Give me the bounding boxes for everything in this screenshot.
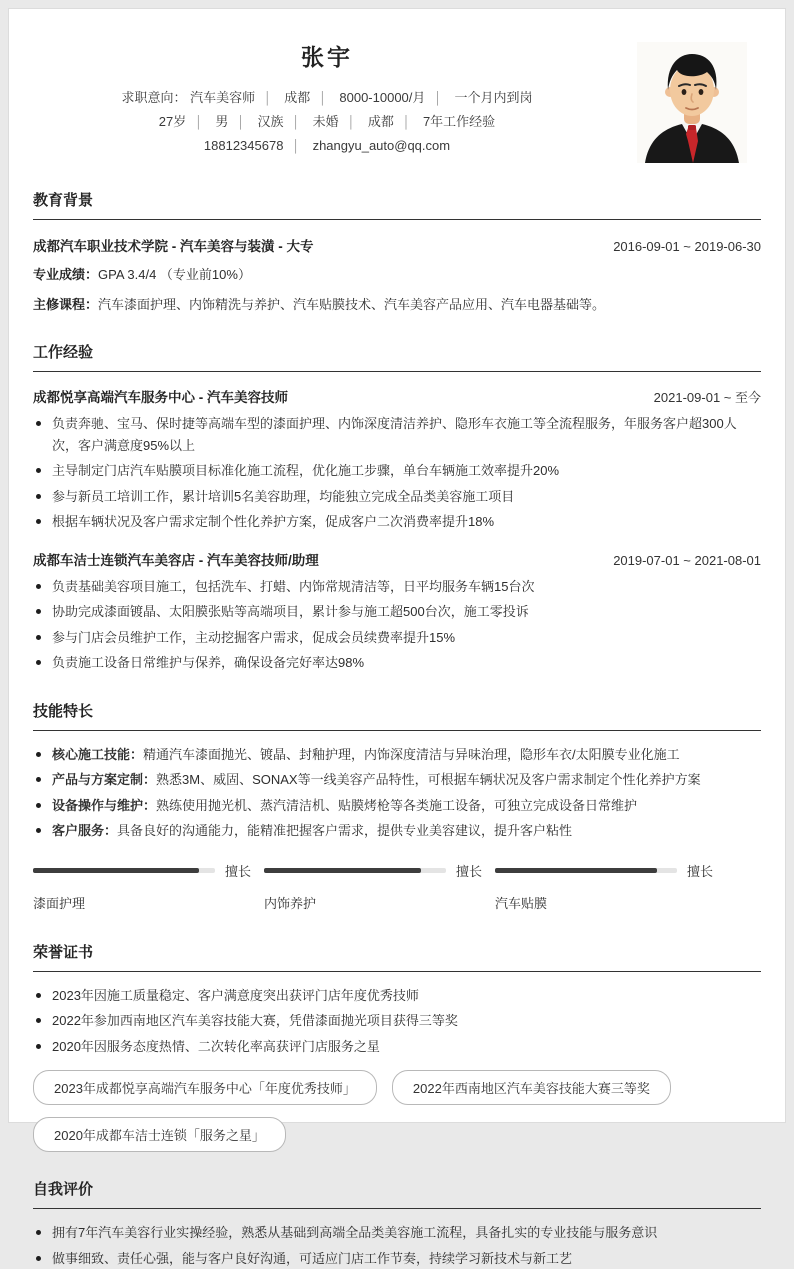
section-honors [33, 941, 761, 1153]
bullet-dot [36, 777, 41, 782]
job-bullet [33, 511, 761, 533]
honor-bullet [33, 1036, 761, 1058]
intent-position: 汽车美容师 [190, 90, 255, 105]
separator: │ [348, 115, 356, 129]
skill-bar-fill [495, 868, 657, 873]
ethnicity: 汉族 [258, 114, 284, 129]
separator: │ [403, 115, 411, 129]
skill-bullet [33, 820, 761, 842]
age: 27岁 [159, 114, 186, 129]
skill-bar-name: 内饰养护 [264, 893, 482, 912]
skill-bars [33, 861, 761, 912]
education-entry [33, 235, 761, 255]
job-bullet [33, 627, 761, 649]
bullet-dot [36, 468, 41, 473]
skills-bullet-list [33, 744, 761, 842]
certificate-badge: 2020年成都车洁士连锁「服务之星」 [33, 1117, 286, 1152]
job-bullet-text: 主导制定门店汽车贴膜项目标准化施工流程，优化施工步骤，单台车辆施工效率提升20% [52, 463, 559, 478]
profile-photo [637, 42, 747, 163]
bullet-dot [36, 609, 41, 614]
school-degree-line: 成都汽车职业技术学院 - 汽车美容与装潢 - 大专 [33, 235, 314, 255]
bullet-dot [36, 519, 41, 524]
honor-bullet-text: 2022年参加西南地区汽车美容技能大赛，凭借漆面抛光项目获得三等奖 [52, 1013, 458, 1028]
section-self-evaluation [33, 1178, 761, 1269]
honor-bullet-text: 2023年因施工质量稳定、客户满意度突出获评门店年度优秀技师 [52, 988, 419, 1003]
job-bullet [33, 460, 761, 482]
separator: │ [292, 139, 300, 153]
skill-label: 产品与方案定制： [52, 772, 156, 787]
section-education [33, 189, 761, 315]
bullet-dot [36, 1018, 41, 1023]
work-experience-title: 工作经验 [33, 341, 761, 372]
separator: │ [264, 91, 272, 105]
certificate-badge: 2022年西南地区汽车美容技能大赛三等奖 [392, 1070, 671, 1105]
honors-title: 荣誉证书 [33, 941, 761, 972]
skills-title: 技能特长 [33, 700, 761, 731]
job-bullet-text: 根据车辆状况及客户需求定制个性化养护方案，促成客户二次消费率提升18% [52, 514, 494, 529]
marital-status: 未婚 [313, 114, 339, 129]
contact-line [33, 134, 621, 158]
job-bullet-text: 负责奔驰、宝马、保时捷等高端车型的漆面护理、内饰深度清洁养护、隐形车衣施工等全流程服务，年服务客户超300人次，客户满意度95%以上 [52, 416, 737, 453]
job-bullet-text: 协助完成漆面镀晶、太阳膜张贴等高端项目，累计参与施工超500台次，施工零投诉 [52, 604, 529, 619]
job-date-range: 2019-07-01 ~ 2021-08-01 [613, 553, 761, 568]
gpa-row [33, 265, 761, 285]
education-title: 教育背景 [33, 189, 761, 220]
self-evaluation-bullet [33, 1222, 761, 1244]
intent-label: 求职意向： [121, 90, 186, 105]
job-bullet-list [33, 576, 761, 674]
skill-level-label: 擅长 [456, 861, 482, 880]
intent-availability: 一个月内到岗 [455, 90, 533, 105]
skill-label: 设备操作与维护： [52, 798, 156, 813]
skill-bar-track [264, 868, 446, 873]
skill-text: 精通汽车漆面抛光、镀晶、封釉护理，内饰深度清洁与异味治理，隐形车衣/太阳膜专业化施工 [143, 747, 680, 762]
bullet-dot [36, 660, 41, 665]
job-bullet [33, 486, 761, 508]
skill-bar-group [495, 861, 713, 912]
courses-label: 主修课程： [33, 297, 98, 312]
self-evaluation-text: 拥有7年汽车美容行业实操经验，熟悉从基础到高端全品类美容施工流程，具备扎实的专业技能与服务意识 [52, 1225, 657, 1240]
self-evaluation-text: 做事细致、责任心强，能与客户良好沟通，可适应门店工作节奏，持续学习新技术与新工艺 [52, 1251, 572, 1266]
skill-bar-row [264, 861, 482, 880]
experience-years: 7年工作经验 [423, 114, 495, 129]
honor-bullet-text: 2020年因服务态度热情、二次转化率高获评门店服务之星 [52, 1039, 380, 1054]
skill-bullet [33, 795, 761, 817]
job-entry-header [33, 549, 761, 569]
job-bullet-list [33, 413, 761, 533]
section-skills [33, 700, 761, 912]
candidate-name: 张宇 [33, 39, 621, 72]
profile-photo-illustration [637, 42, 747, 163]
skill-label: 客户服务： [52, 823, 117, 838]
skill-bar-fill [264, 868, 421, 873]
certificate-badge: 2023年成都悦享高端汽车服务中心「年度优秀技师」 [33, 1070, 377, 1105]
job-bullet-text: 负责施工设备日常维护与保养，确保设备完好率达98% [52, 655, 364, 670]
intent-salary: 8000-10000/月 [339, 90, 425, 105]
basic-info-line [33, 110, 621, 134]
skill-label: 核心施工技能： [52, 747, 143, 762]
job-bullet-text: 参与门店会员维护工作，主动挖掘客户需求，促成会员续费率提升15% [52, 630, 455, 645]
skill-bar-row [495, 861, 713, 880]
honor-bullet [33, 1010, 761, 1032]
separator: │ [195, 115, 203, 129]
job-bullet [33, 601, 761, 623]
courses-value: 汽车漆面护理、内饰精洗与养护、汽车贴膜技术、汽车美容产品应用、汽车电器基础等。 [98, 297, 605, 312]
education-date-range: 2016-09-01 ~ 2019-06-30 [613, 239, 761, 254]
job-bullet-text: 负责基础美容项目施工，包括洗车、打蜡、内饰常规清洁等，日平均服务车辆15台次 [52, 579, 534, 594]
separator: │ [319, 91, 327, 105]
bullet-dot [36, 1256, 41, 1261]
separator: │ [293, 115, 301, 129]
skill-text: 熟练使用抛光机、蒸汽清洁机、贴膜烤枪等各类施工设备，可独立完成设备日常维护 [156, 798, 637, 813]
self-evaluation-title: 自我评价 [33, 1178, 761, 1209]
gender: 男 [215, 114, 228, 129]
email-address: zhangyu_auto@qq.com [313, 138, 451, 153]
self-evaluation-bullet-list [33, 1222, 761, 1269]
header-text-block [33, 39, 621, 158]
bullet-dot [36, 635, 41, 640]
phone-number: 18812345678 [204, 138, 284, 153]
job-bullet [33, 652, 761, 674]
skill-bullet [33, 769, 761, 791]
resume-header [33, 39, 761, 169]
job-date-range: 2021-09-01 ~ 至今 [654, 387, 761, 406]
skill-bar-name: 汽车贴膜 [495, 893, 713, 912]
job-entry-header [33, 386, 761, 406]
honor-bullet [33, 985, 761, 1007]
city: 成都 [368, 114, 394, 129]
skill-bar-group [33, 861, 251, 912]
bullet-dot [36, 584, 41, 589]
skill-bar-track [33, 868, 215, 873]
gpa-label: 专业成绩： [33, 267, 98, 282]
job-bullet [33, 413, 761, 456]
section-work-experience [33, 341, 761, 674]
bullet-dot [36, 803, 41, 808]
job-intent-line [33, 86, 621, 110]
company-position-line: 成都车洁士连锁汽车美容店 - 汽车美容技师/助理 [33, 549, 319, 569]
skill-bar-track [495, 868, 677, 873]
skill-bar-row [33, 861, 251, 880]
honors-bullet-list [33, 985, 761, 1058]
gpa-value: GPA 3.4/4 （专业前10%） [98, 267, 251, 282]
bullet-dot [36, 1044, 41, 1049]
skill-bullet [33, 744, 761, 766]
company-position-line: 成都悦享高端汽车服务中心 - 汽车美容技师 [33, 386, 288, 406]
bullet-dot [36, 494, 41, 499]
job-bullet [33, 576, 761, 598]
bullet-dot [36, 421, 41, 426]
skill-bar-fill [33, 868, 199, 873]
courses-row [33, 295, 761, 315]
resume-sheet [8, 8, 786, 1123]
skill-bar-group [264, 861, 482, 912]
bullet-dot [36, 828, 41, 833]
certificate-badges [33, 1070, 761, 1152]
separator: │ [434, 91, 442, 105]
skill-level-label: 擅长 [225, 861, 251, 880]
skill-text: 具备良好的沟通能力，能精准把握客户需求，提供专业美容建议，提升客户粘性 [117, 823, 572, 838]
bullet-dot [36, 993, 41, 998]
intent-city: 成都 [284, 90, 310, 105]
bullet-dot [36, 752, 41, 757]
skill-bar-name: 漆面护理 [33, 893, 251, 912]
skill-text: 熟悉3M、威固、SONAX等一线美容产品特性，可根据车辆状况及客户需求制定个性化养护方案 [156, 772, 701, 787]
separator: │ [237, 115, 245, 129]
self-evaluation-bullet-clipped [33, 1248, 761, 1269]
skill-level-label: 擅长 [687, 861, 713, 880]
bullet-dot [36, 1230, 41, 1235]
job-bullet-text: 参与新员工培训工作，累计培训5名美容助理，均能独立完成全品类美容施工项目 [52, 489, 514, 504]
